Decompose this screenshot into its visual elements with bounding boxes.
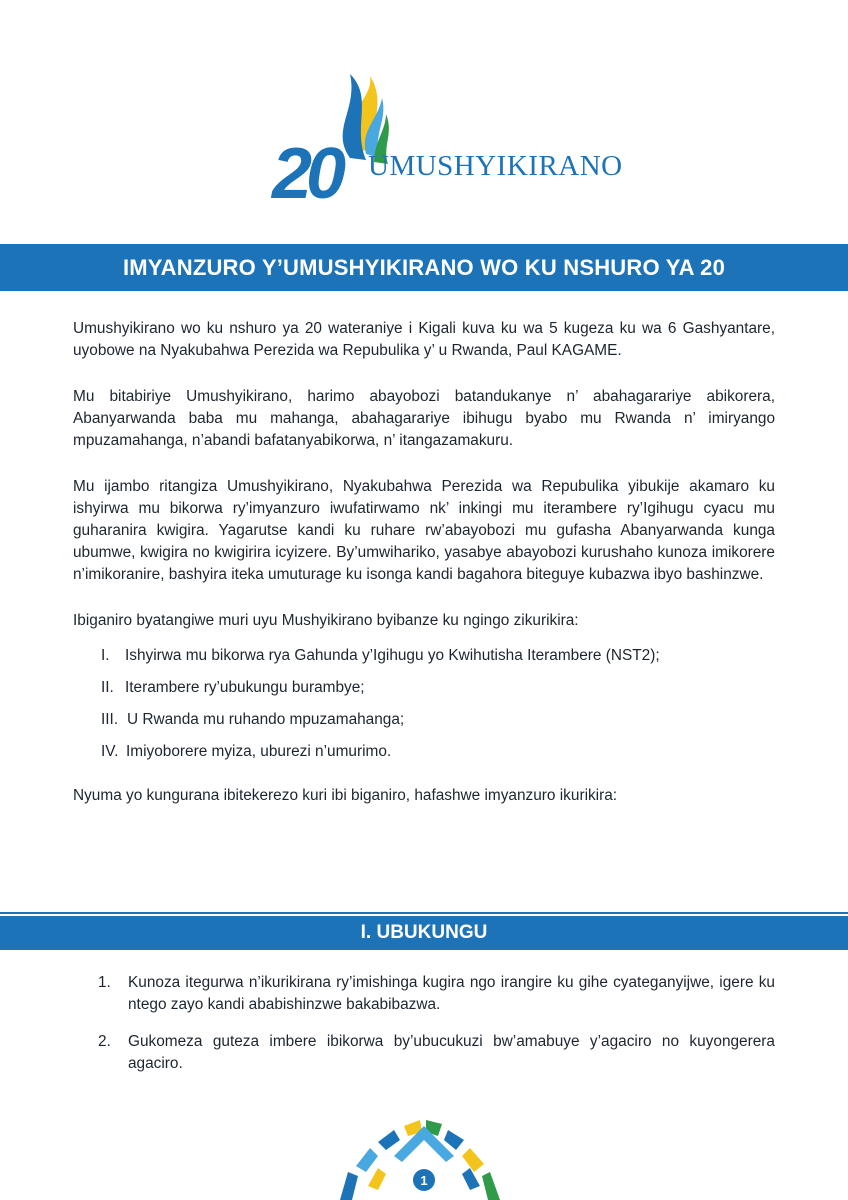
logo-number: 20 [272,134,341,210]
resolution-text: Kunoza itegurwa n’ikurikirana ry’imishinga kugira ngo irangire ku gihe cyateganyijwe, igere ku ntego zayo kandi ababishinzwe bakabibazwa. [128,974,775,1013]
topics-list [73,645,775,773]
intro-paragraph-1: Umushyikirano wo ku nshuro ya 20 wateraniye i Kigali kuva ku wa 5 kugeza ku wa 6 Gashyantare, uyobowe na Nyakubahwa Perezida wa Repubulika y’ u Rwanda, Paul KAGAME. [73,320,775,359]
logo-wordmark: UMUSHYIKIRANO [368,150,623,182]
section-title-bar [0,916,848,950]
section-divider [0,912,848,914]
topic-item [73,677,775,709]
footer-emblem [334,1106,514,1200]
resolution-number: 1. [98,974,111,991]
document-title-bar [0,244,848,291]
intro-content [73,318,775,831]
intro-paragraph-2: Mu bitabiriye Umushyikirano, harimo abayobozi batandukanye n’ abahagarariye abikorera, Abanyarwanda baba mu mahanga, abahagarariye ibihugu byabo mu Rwanda n’ imiryango mpuzamahanga, n’abandi bafatanyabikorwa, n’ itangazamakuru. [73,388,775,449]
intro-closing: Nyuma yo kungurana ibitekerezo kuri ibi biganiro, hafashwe imyanzuro ikurikira: [73,787,618,804]
umushyikirano-logo [270,70,610,210]
resolution-item [98,972,775,1016]
topic-text: Ishyirwa mu bikorwa rya Gahunda y’Igihugu yo Kwihutisha Iterambere (NST2); [125,647,660,664]
topic-text: U Rwanda mu ruhando mpuzamahanga; [127,711,405,728]
topic-number: IV. [101,743,119,760]
resolution-item [98,1031,775,1075]
page-number: 1 [420,1173,428,1188]
topic-number: II. [101,679,114,696]
topic-item [73,741,775,773]
section-title: I. UBUKUNGU [360,922,488,943]
topic-item [73,645,775,677]
resolutions-list [98,972,775,1090]
topic-item [73,709,775,741]
topic-text: Iterambere ry’ubukungu burambye; [125,679,365,696]
section-header [0,910,848,950]
resolution-number: 2. [98,1033,111,1050]
topic-number: III. [101,711,119,728]
resolution-text: Gukomeza guteza imbere ibikorwa by’ubucukuzi bw’amabuye y’agaciro no kuyongerera agaciro. [128,1033,775,1072]
intro-paragraph-4: Ibiganiro byatangiwe muri uyu Mushyikirano byibanze ku ngingo zikurikira: [73,612,579,629]
intro-paragraph-3: Mu ijambo ritangiza Umushyikirano, Nyakubahwa Perezida wa Repubulika yibukije akamaro ku ishyirwa mu bikorwa ry’imyanzuro iwufatirwamo nk’ inkingi mu iterambere ry’Igihugu cyacu mu guharanira kwigira. Yagarutse kandi ku ruhare rw’abayobozi mu gufasha Abanyarwanda kunga ubumwe, kwigira no kwigirira icyizere. By’umwihariko, yasabye abayobozi kurushaho kunoza imikorere n’imikoranire, bashyira iteka umuturage ku isonga kandi bagahora biteguye kubazwa ibyo bashinzwe. [73,478,775,583]
topic-text: Imiyoborere myiza, uburezi n’umurimo. [126,743,392,760]
document-title: IMYANZURO Y’UMUSHYIKIRANO WO KU NSHURO YA 20 [122,254,726,280]
topic-number: I. [101,647,110,664]
